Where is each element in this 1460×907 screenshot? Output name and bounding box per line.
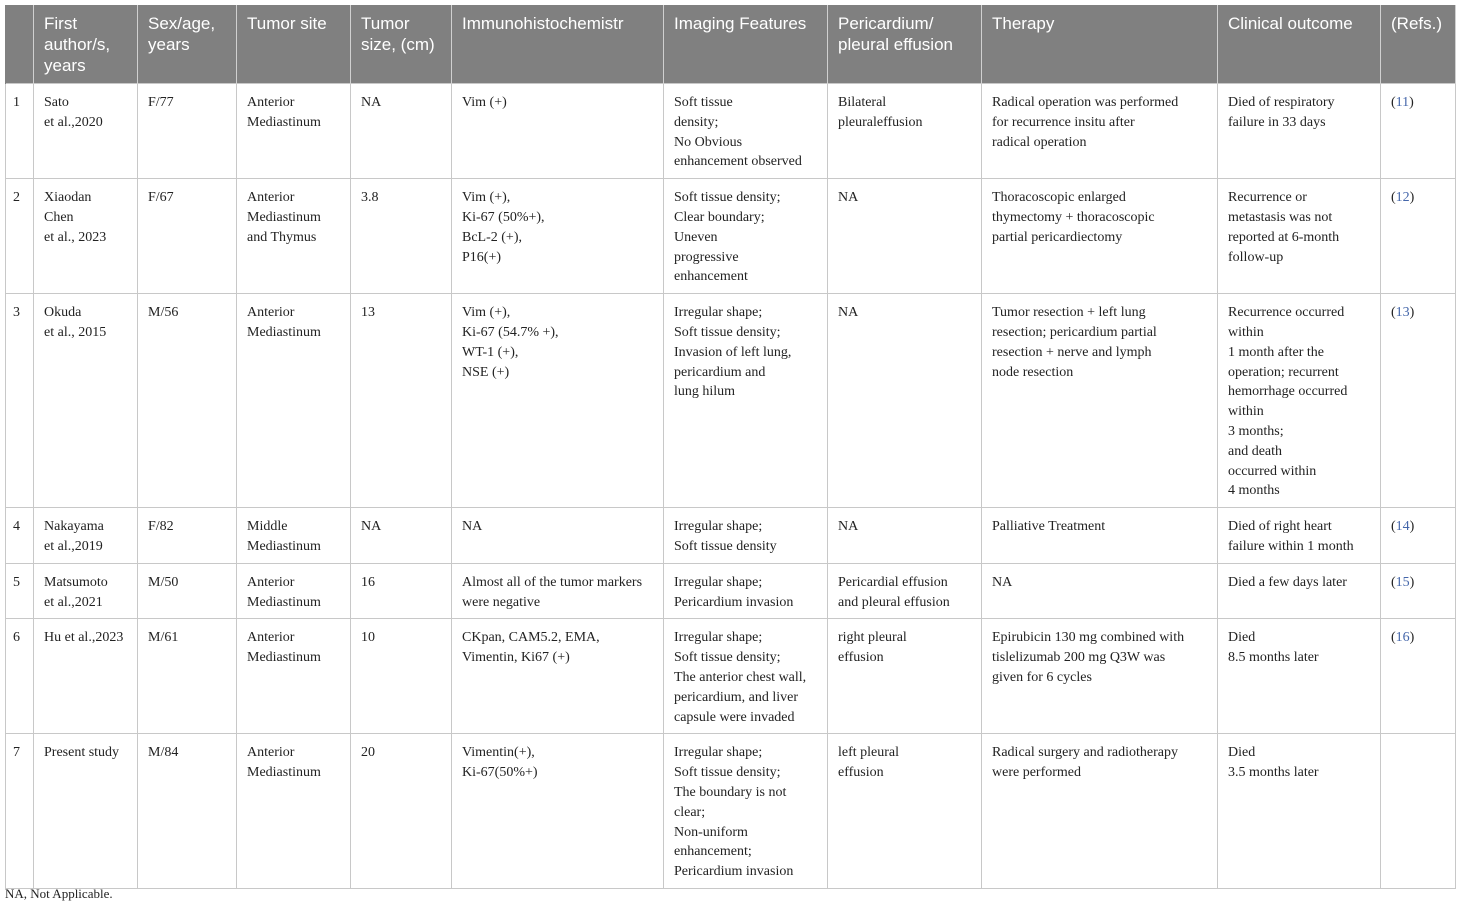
- table-body: [6, 84, 1456, 889]
- ref-link[interactable]: 13: [1395, 305, 1410, 321]
- cell-size: 10: [351, 619, 452, 734]
- ref-open: (: [1391, 95, 1396, 110]
- cell-outcome: Died of right heart failure within 1 month: [1218, 508, 1381, 564]
- cell-sex-age: M/56: [138, 294, 237, 508]
- table-row: [6, 508, 1456, 564]
- cell-ihc: Vim (+), Ki-67 (50%+), BcL-2 (+), P16(+): [452, 179, 664, 294]
- cell-sex-age: M/84: [138, 734, 237, 889]
- cell-site: Middle Mediastinum: [237, 508, 351, 564]
- ref-close: ): [1409, 519, 1415, 535]
- cell-therapy: Epirubicin 130 mg combined with tislelizumab 200 mg Q3W was given for 6 cycles: [982, 619, 1218, 734]
- table-header: [6, 5, 1456, 84]
- table-row: [6, 179, 1456, 294]
- cell-sex-age: M/61: [138, 619, 237, 734]
- ref-open: (: [1391, 190, 1396, 206]
- cell-site: Anterior Mediastinum: [237, 84, 351, 179]
- ref-close: ): [1409, 190, 1415, 206]
- cell-imaging: Soft tissue density; No Obvious enhancement observed: [664, 84, 828, 179]
- cell-site: Anterior Mediastinum: [237, 563, 351, 619]
- cell-ihc: Vim (+): [452, 84, 664, 179]
- ref-link[interactable]: 11: [1395, 95, 1410, 110]
- table-row: [6, 619, 1456, 734]
- cell-imaging: Soft tissue density; Clear boundary; Uneven progressive enhancement: [664, 179, 828, 294]
- cell-size: 20: [351, 734, 452, 889]
- ref-open: (: [1391, 519, 1396, 535]
- cell-effusion: NA: [828, 179, 982, 294]
- table-row: [6, 563, 1456, 619]
- cell-therapy: Radical operation was performed for recurrence insitu after radical operation: [982, 84, 1218, 179]
- ref-close: ): [1409, 574, 1415, 590]
- header-clinical-outcome: Clinical outcome: [1218, 5, 1381, 84]
- cell-author: Xiaodan Chen et al., 2023: [34, 179, 138, 294]
- cell-outcome: Recurrence occurred within 1 month after the operation; recurrent hemorrhage occurred within 3 months; and death occurred within 4 months: [1218, 294, 1381, 508]
- cell-author: Nakayama et al.,2019: [34, 508, 138, 564]
- cell-ihc: CKpan, CAM5.2, EMA, Vimentin, Ki67 (+): [452, 619, 664, 734]
- cell-site: Anterior Mediastinum: [237, 619, 351, 734]
- cell-author: Sato et al.,2020: [34, 84, 138, 179]
- cell-size: 13: [351, 294, 452, 508]
- header-imaging-features: Imaging Features: [664, 5, 828, 84]
- header-index: [6, 5, 34, 84]
- cell-site: Anterior Mediastinum: [237, 294, 351, 508]
- cell-index: 5: [6, 563, 34, 619]
- cell-ref: [1381, 508, 1456, 564]
- cell-effusion: Bilateral pleuraleffusion: [828, 84, 982, 179]
- ref-open: (: [1391, 305, 1396, 321]
- ref-close: ): [1409, 630, 1415, 646]
- cell-outcome: Died 3.5 months later: [1218, 734, 1381, 889]
- cell-effusion: Pericardial effusion and pleural effusion: [828, 563, 982, 619]
- cell-size: 3.8: [351, 179, 452, 294]
- ref-open: (: [1391, 574, 1396, 590]
- literature-review-table: [5, 5, 1456, 889]
- ref-open: (: [1391, 630, 1396, 646]
- cell-ref: [1381, 294, 1456, 508]
- cell-outcome: Died 8.5 months later: [1218, 619, 1381, 734]
- cell-ref: [1381, 734, 1456, 889]
- cell-ref: [1381, 84, 1456, 179]
- ref-close: ): [1409, 95, 1414, 110]
- ref-link[interactable]: 15: [1395, 574, 1410, 590]
- cell-ihc: Vimentin(+), Ki-67(50%+): [452, 734, 664, 889]
- cell-therapy: Tumor resection + left lung resection; pericardium partial resection + nerve and lymph node resection: [982, 294, 1218, 508]
- cell-effusion: right pleural effusion: [828, 619, 982, 734]
- header-effusion: Pericardium/ pleural effusion: [828, 5, 982, 84]
- cell-therapy: NA: [982, 563, 1218, 619]
- cell-index: 2: [6, 179, 34, 294]
- cell-sex-age: F/77: [138, 84, 237, 179]
- cell-index: 7: [6, 734, 34, 889]
- cell-author: Hu et al.,2023: [34, 619, 138, 734]
- cell-effusion: left pleural effusion: [828, 734, 982, 889]
- header-first-author: First author/s, years: [34, 5, 138, 84]
- header-refs: (Refs.): [1381, 5, 1456, 84]
- header-sex-age: Sex/age, years: [138, 5, 237, 84]
- cell-outcome: Died of respiratory failure in 33 days: [1218, 84, 1381, 179]
- cell-author: Matsumoto et al.,2021: [34, 563, 138, 619]
- ref-close: ): [1409, 305, 1415, 321]
- ref-link[interactable]: 14: [1395, 519, 1410, 535]
- cell-index: 3: [6, 294, 34, 508]
- cell-ref: [1381, 179, 1456, 294]
- cell-effusion: NA: [828, 294, 982, 508]
- ref-link[interactable]: 16: [1395, 630, 1410, 646]
- cell-imaging: Irregular shape; Pericardium invasion: [664, 563, 828, 619]
- header-row: [6, 5, 1456, 84]
- cell-ref: [1381, 619, 1456, 734]
- cell-author: Present study: [34, 734, 138, 889]
- cell-sex-age: F/67: [138, 179, 237, 294]
- header-tumor-site: Tumor site: [237, 5, 351, 84]
- cell-site: Anterior Mediastinum: [237, 734, 351, 889]
- cell-ihc: NA: [452, 508, 664, 564]
- cell-ihc: Vim (+), Ki-67 (54.7% +), WT-1 (+), NSE (+): [452, 294, 664, 508]
- cell-therapy: Radical surgery and radiotherapy were performed: [982, 734, 1218, 889]
- header-immunohistochemistry: Immunohistochemistr: [452, 5, 664, 84]
- cell-effusion: NA: [828, 508, 982, 564]
- table-row: [6, 84, 1456, 179]
- cell-size: NA: [351, 84, 452, 179]
- cell-outcome: Died a few days later: [1218, 563, 1381, 619]
- cell-imaging: Irregular shape; Soft tissue density: [664, 508, 828, 564]
- table-footnote: NA, Not Applicable.: [5, 886, 113, 901]
- cell-size: NA: [351, 508, 452, 564]
- cell-index: 1: [6, 84, 34, 179]
- cell-sex-age: M/50: [138, 563, 237, 619]
- table-row: [6, 294, 1456, 508]
- cell-therapy: Thoracoscopic enlarged thymectomy + thoracoscopic partial pericardiectomy: [982, 179, 1218, 294]
- cell-site: Anterior Mediastinum and Thymus: [237, 179, 351, 294]
- cell-author: Okuda et al., 2015: [34, 294, 138, 508]
- cell-size: 16: [351, 563, 452, 619]
- cell-imaging: Irregular shape; Soft tissue density; The boundary is not clear; Non-uniform enhancement; Pericardium invasion: [664, 734, 828, 889]
- ref-link[interactable]: 12: [1395, 190, 1410, 206]
- cell-therapy: Palliative Treatment: [982, 508, 1218, 564]
- cell-ref: [1381, 563, 1456, 619]
- cell-outcome: Recurrence or metastasis was not reported at 6-month follow-up: [1218, 179, 1381, 294]
- cell-imaging: Irregular shape; Soft tissue density; The anterior chest wall, pericardium, and liver capsule were invaded: [664, 619, 828, 734]
- cell-ihc: Almost all of the tumor markers were negative: [452, 563, 664, 619]
- table-row: [6, 734, 1456, 889]
- cell-index: 6: [6, 619, 34, 734]
- cell-imaging: Irregular shape; Soft tissue density; Invasion of left lung, pericardium and lung hilum: [664, 294, 828, 508]
- cell-index: 4: [6, 508, 34, 564]
- header-tumor-size: Tumor size, (cm): [351, 5, 452, 84]
- cell-sex-age: F/82: [138, 508, 237, 564]
- header-therapy: Therapy: [982, 5, 1218, 84]
